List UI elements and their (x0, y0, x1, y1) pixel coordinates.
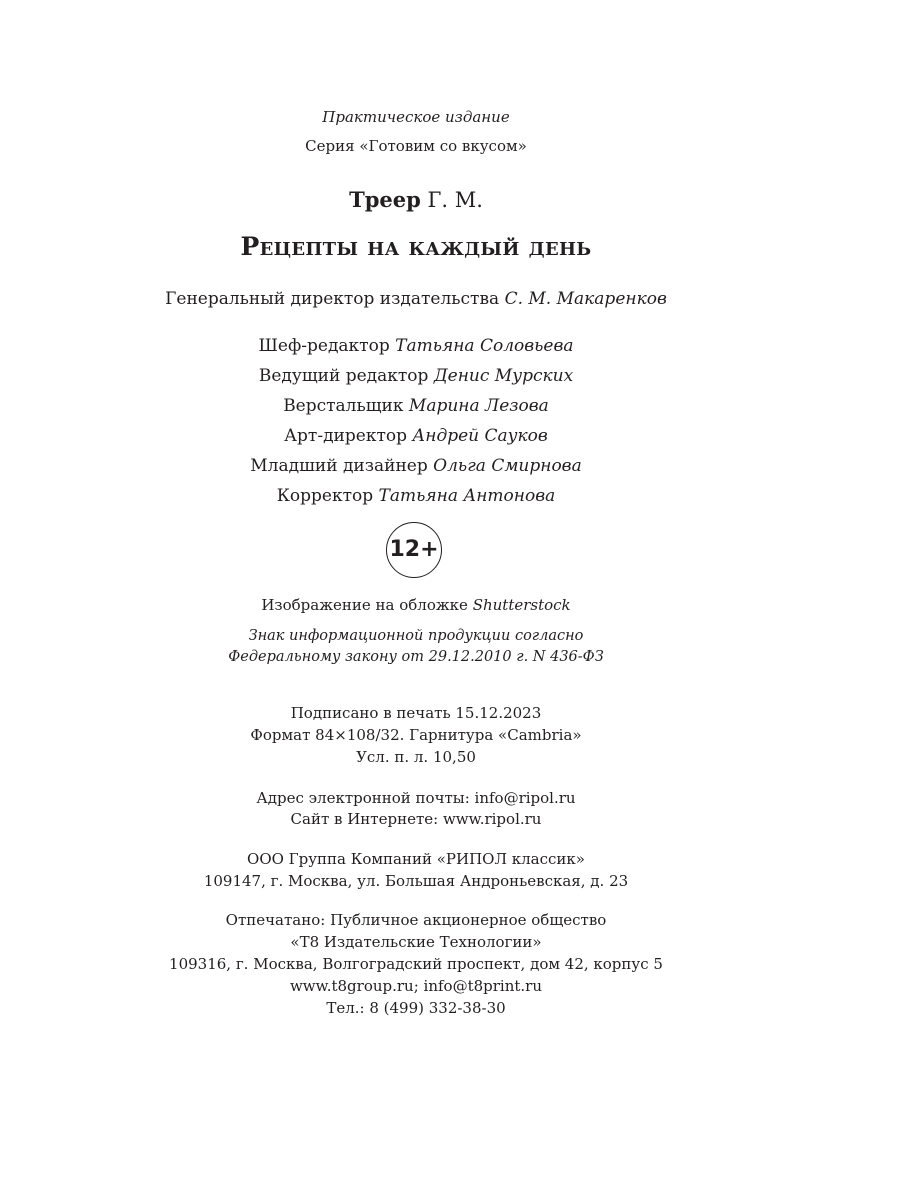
print-info-line: Усл. п. л. 10,50 (356, 748, 476, 766)
cover-image-label: Изображение на обложке (261, 596, 468, 614)
staff-role: Корректор (276, 486, 374, 506)
publisher-line: 109147, г. Москва, ул. Большая Андроньевская, д. 23 (203, 872, 629, 890)
law-notice-line: Знак информационной продукции согласно (248, 628, 584, 644)
staff-name: Андрей Сауков (412, 426, 548, 446)
author-surname: Треер (349, 187, 421, 212)
printer-line: Тел.: 8 (499) 332-38-30 (326, 999, 506, 1017)
staff-name: Ольга Смирнова (433, 456, 582, 476)
staff-line (0, 455, 832, 477)
staff-name: Татьяна Соловьева (395, 336, 574, 356)
contact-line: Сайт в Интернете: www.ripol.ru (290, 810, 542, 828)
law-notice-line: Федеральному закону от 29.12.2010 г. N 436-ФЗ (228, 649, 604, 665)
director-name: С. М. Макаренков (504, 289, 667, 309)
contact-line: Адрес электронной почты: info@ripol.ru (256, 789, 576, 807)
print-info-line: Подписано в печать 15.12.2023 (290, 704, 542, 722)
book-title: Рецепты на каждый день (240, 232, 592, 261)
staff-name: Марина Лезова (408, 396, 549, 416)
print-info-line: Формат 84×108/32. Гарнитура «Cambria» (250, 726, 582, 744)
staff-line (0, 485, 832, 507)
staff-line (0, 425, 832, 447)
cover-image-source: Shutterstock (472, 596, 571, 614)
staff-role: Арт-директор (284, 426, 407, 446)
director-role: Генеральный директор издательства (165, 289, 500, 309)
printer-line: «Т8 Издательские Технологии» (290, 933, 542, 951)
staff-role: Младший дизайнер (250, 456, 428, 476)
staff-role: Ведущий редактор (258, 366, 429, 386)
series-line: Серия «Готовим со вкусом» (305, 137, 527, 155)
age-rating-badge: 12+ (386, 522, 442, 578)
staff-name: Денис Мурских (433, 366, 574, 386)
cover-image-credit (0, 595, 832, 615)
staff-name: Татьяна Антонова (378, 486, 556, 506)
staff-line (0, 365, 832, 387)
staff-line (0, 335, 832, 357)
printer-line: www.t8group.ru; info@t8print.ru (289, 977, 543, 995)
staff-role: Верстальщик (283, 396, 404, 416)
printer-line: 109316, г. Москва, Волгоградский проспект, дом 42, корпус 5 (169, 955, 663, 973)
publisher-line: ООО Группа Компаний «РИПОЛ классик» (247, 850, 585, 868)
author-initials: Г. М. (427, 188, 483, 212)
director-line (0, 288, 832, 310)
staff-line (0, 395, 832, 417)
author-line (0, 187, 832, 213)
printer-line: Отпечатано: Публичное акционерное общество (225, 911, 607, 929)
publication-type: Практическое издание (322, 108, 510, 126)
staff-role: Шеф-редактор (258, 336, 390, 356)
